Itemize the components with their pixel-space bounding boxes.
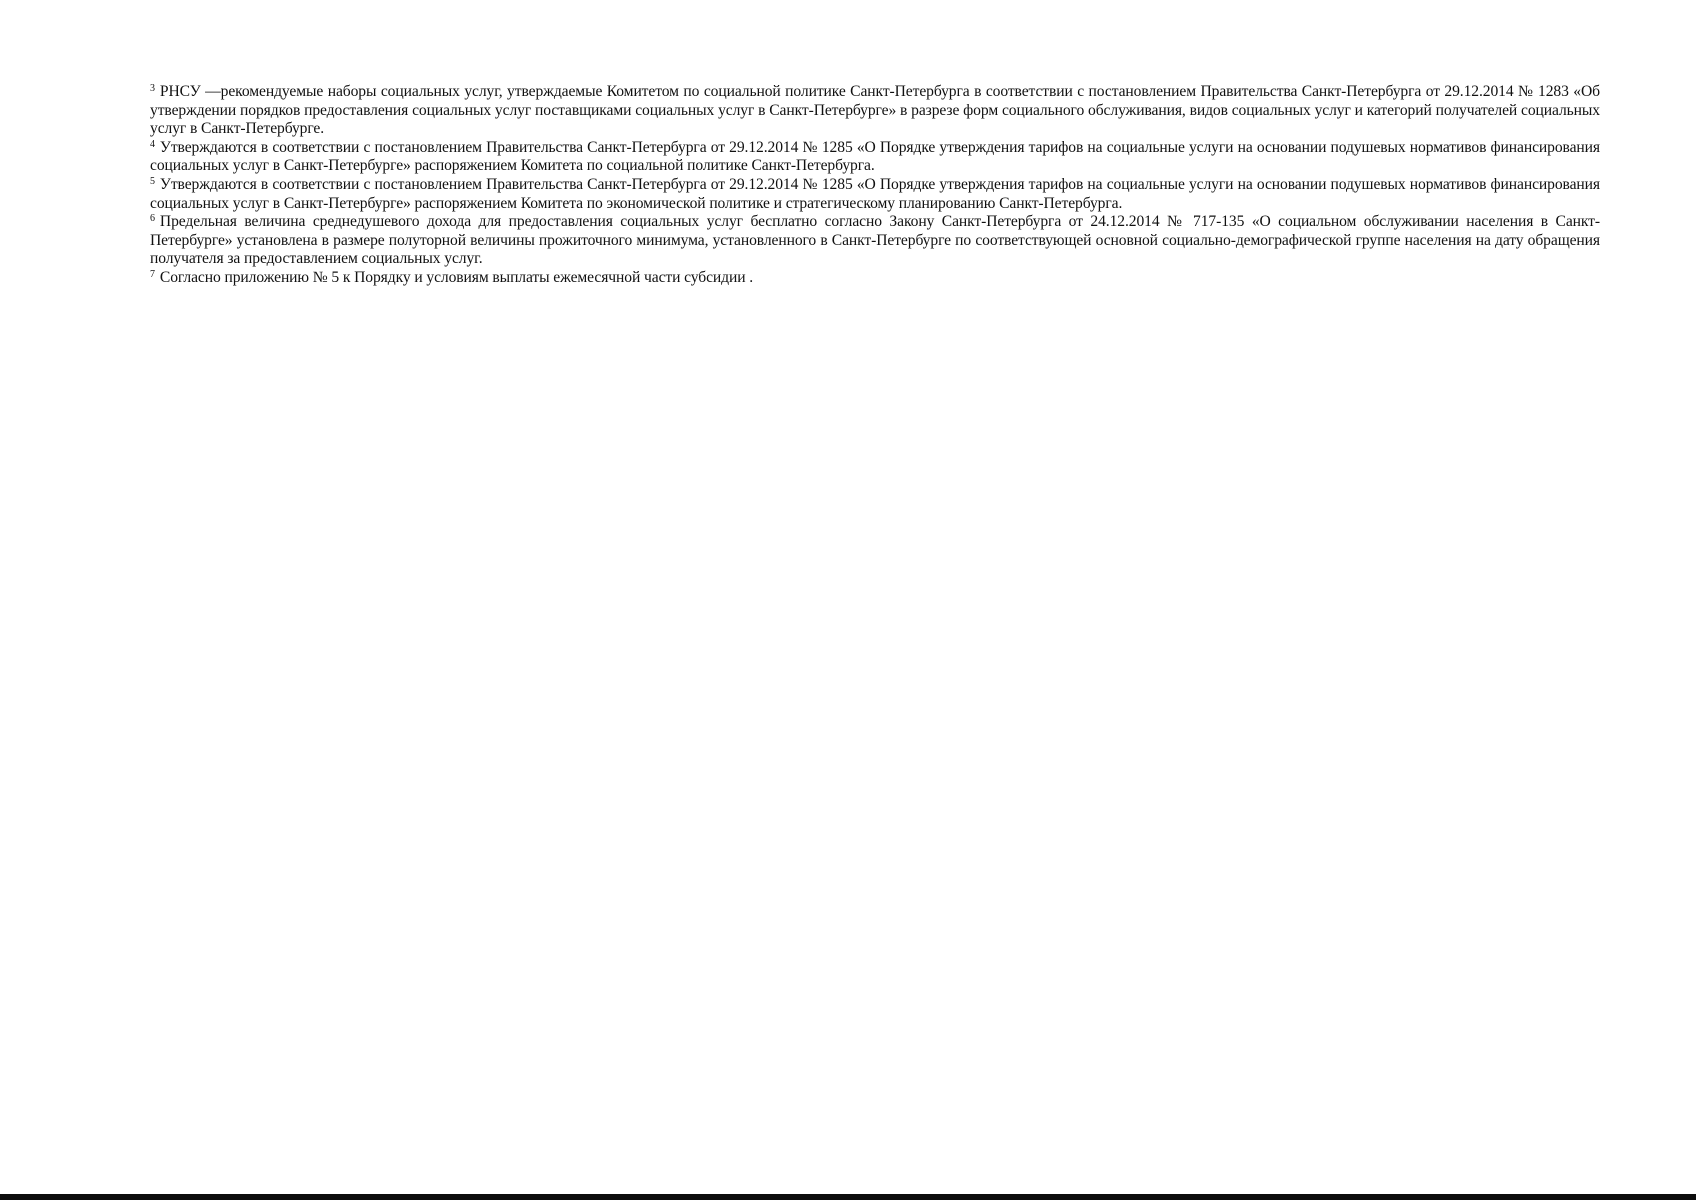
scan-bottom-edge xyxy=(0,1194,1696,1200)
footnote-4 xyxy=(150,139,1600,176)
footnotes-block xyxy=(150,83,1600,288)
footnote-text: Утверждаются в соответствии с постановлением Правительства Санкт-Петербурга от 29.12.2014 № 1285 «О Порядке утверждения тарифов на социальные услуги на основании подушевых нормативов финансирования социальных услуг в Санкт-Петербурге» распоряжением Комитета по социальной политике Санкт-Петербурга. xyxy=(150,138,1600,175)
footnote-3 xyxy=(150,83,1600,139)
footnote-mark: 4 xyxy=(150,138,155,150)
footnote-text: Предельная величина среднедушевого дохода для предоставления социальных услуг бесплатно согласно Закону Санкт-Петербурга от 24.12.2014 № 717-135 «О социальном обслуживании населения в Санкт-Петербурге» установлена в размере полуторной величины прожиточного минимума, установленного в Санкт-Петербурге по соответствующей основной социально-демографической группе населения на дату обращения получателя за предоставлением социальных услуг. xyxy=(150,213,1600,268)
footnote-text: РНСУ —рекомендуемые наборы социальных услуг, утверждаемые Комитетом по социальной политике Санкт-Петербурга в соответствии с постановлением Правительства Санкт-Петербурга от 29.12.2014 № 1283 «Об утверждении порядков предоставления социальных услуг поставщиками социальных услуг в Санкт-Петербурге» в разрезе форм социального обслуживания, видов социальных услуг и категорий получателей социальных услуг в Санкт-Петербурге. xyxy=(150,83,1600,138)
footnote-text: Согласно приложению № 5 к Порядку и условиям выплаты ежемесячной части субсидии . xyxy=(159,268,754,286)
footnote-mark: 6 xyxy=(150,213,155,225)
footnote-text: Утверждаются в соответствии с постановлением Правительства Санкт-Петербурга от 29.12.2014 № 1285 «О Порядке утверждения тарифов на социальные услуги на основании подушевых нормативов финансирования социальных услуг в Санкт-Петербурге» распоряжением Комитета по экономической политике и стратегическому планированию Санкт-Петербурга. xyxy=(150,175,1600,212)
footnote-mark: 7 xyxy=(150,268,155,280)
footnote-6 xyxy=(150,213,1600,269)
footnote-7 xyxy=(150,269,1600,288)
footnote-mark: 3 xyxy=(150,83,155,94)
footnote-5 xyxy=(150,176,1600,213)
footnote-mark: 5 xyxy=(150,175,155,187)
